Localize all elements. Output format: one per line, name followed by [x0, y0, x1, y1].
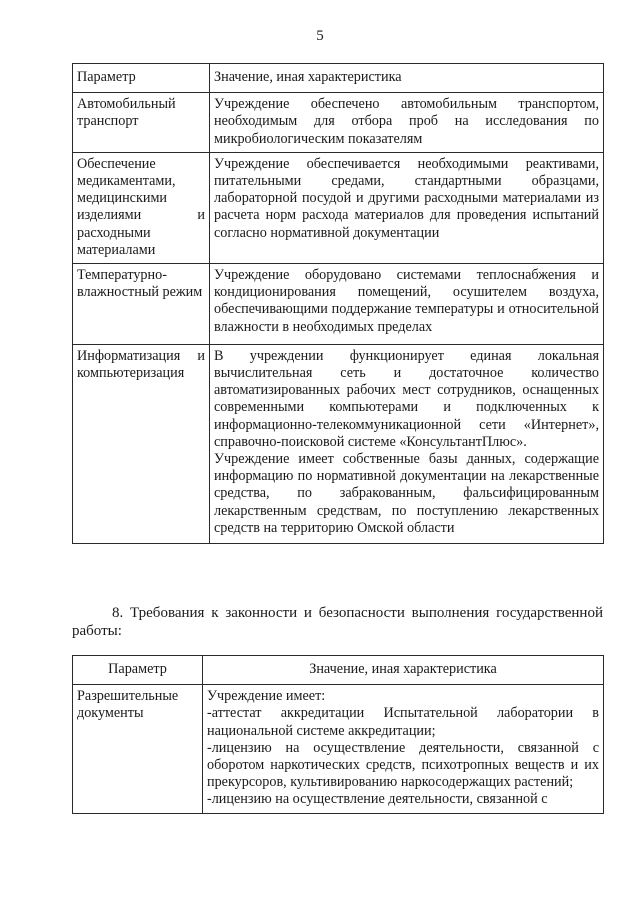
row-param: Разрешительные документы — [73, 685, 203, 813]
row-value — [210, 344, 604, 543]
row-value: Учреждение обеспечено автомобильным транспортом, необходимым для отбора проб на исследования по микробиологическим показателям — [210, 93, 604, 153]
table-row — [73, 152, 604, 263]
row-param: Информатизация и компьютеризация — [73, 344, 210, 543]
header-param: Параметр — [73, 656, 203, 685]
row-value-line: -аттестат аккредитации Испытательной лаборатории в национальной системе аккредитации; — [207, 705, 599, 739]
legality-table — [72, 655, 604, 814]
row-value-paragraph: В учреждении функционирует единая локальная вычислительная сеть и достаточное количество автоматизированных рабочих мест сотрудников, оснащенных современными компьютерами и подключенных к информационно-телекоммуникационной сети «Интернет», справочно-поисковой системе «КонсультантПлюс». — [214, 347, 599, 450]
table-row — [73, 685, 604, 813]
row-value — [203, 685, 604, 813]
table-header-row — [73, 64, 604, 93]
row-value: Учреждение оборудовано системами теплоснабжения и кондиционирования помещений, осушителем воздуха, обеспечивающими поддержание температуры и относительной влажности в необходимых пределах — [210, 264, 604, 345]
row-value-line: -лицензию на осуществление деятельности, связанной с оборотом наркотических средств, психотропных веществ и их прекурсоров, культивированию наркосодержащих растений; — [207, 739, 599, 791]
header-value: Значение, иная характеристика — [210, 64, 604, 93]
row-value: Учреждение обеспечивается необходимыми реактивами, питательными средами, стандартными образцами, лабораторной посудой и другими расходными материалами из расчета норм расхода материалов для проведения испытаний согласно нормативной документации — [210, 152, 604, 263]
row-param: Автомобильный транспорт — [73, 93, 210, 153]
section-heading: 8. Требования к законности и безопасности выполнения государственной работы: — [72, 605, 603, 639]
row-value-paragraph: Учреждение имеет собственные базы данных, содержащие информацию по нормативной документации на лекарственные средства, по забракованным, фальсифицированным лекарственным средствам, по поступлению лекарственных средств на территорию Омской области — [214, 451, 599, 536]
table-row — [73, 344, 604, 543]
table-row — [73, 264, 604, 345]
row-param: Обеспечение медикаментами, медицинскими изделиями и расходными материалами — [73, 152, 210, 263]
header-value: Значение, иная характеристика — [203, 656, 604, 685]
row-value-line: -лицензию на осуществление деятельности, связанной с — [207, 791, 548, 808]
row-param: Температурно-влажностный режим — [73, 264, 210, 345]
page-number: 5 — [316, 28, 324, 44]
row-value-line: Учреждение имеет: — [207, 688, 326, 705]
header-param: Параметр — [73, 64, 210, 93]
table-row — [73, 93, 604, 153]
table-header-row — [73, 656, 604, 685]
parameters-table — [72, 63, 604, 544]
